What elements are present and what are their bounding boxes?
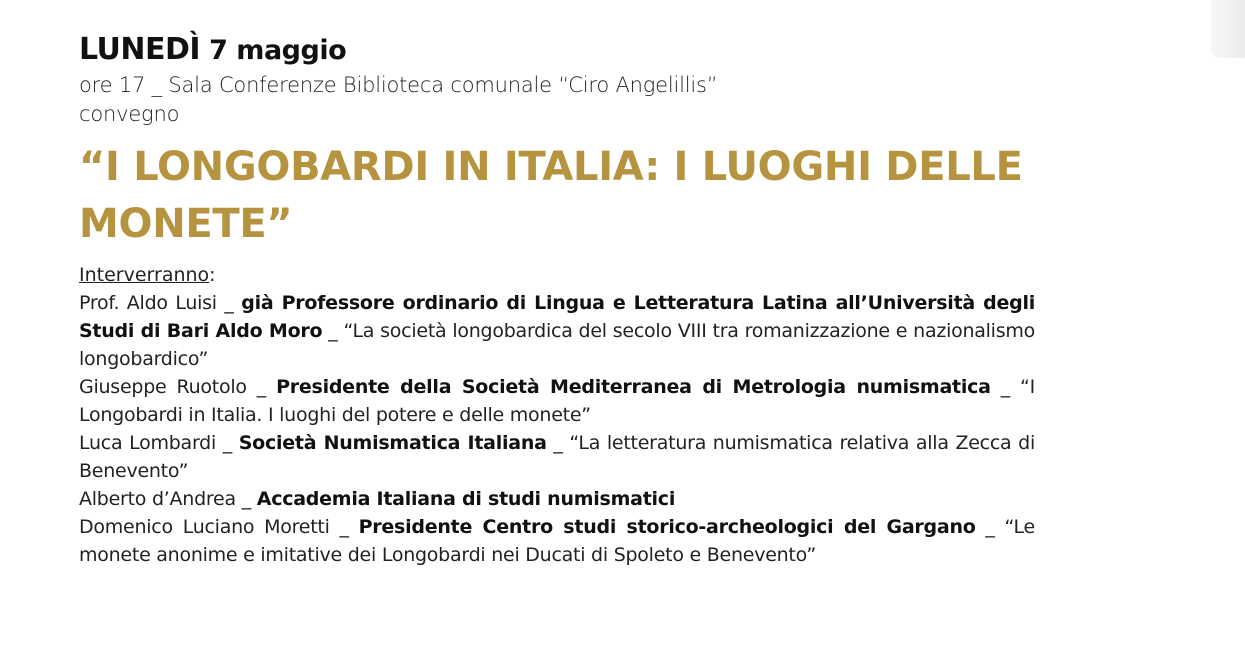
speaker-entry: Giuseppe Ruotolo _ Presidente della Società Mediterranea di Metrologia numismatica _ “I Longobardi in Italia. I luoghi del potere e delle monete” — [79, 376, 1035, 426]
event-date-text: 7 maggio — [209, 35, 347, 66]
speaker-name: Alberto d’Andrea — [79, 488, 236, 510]
event-title: “I LONGOBARDI IN ITALIA: I LUOGHI DELLE MONETE” — [79, 144, 1023, 247]
speaker-role: Accademia Italiana di studi numismatici — [256, 488, 676, 510]
speaker-role: Presidente Centro studi storico-archeologici del Gargano — [358, 516, 976, 538]
speaker-list — [79, 289, 1035, 569]
speaker-talk: “La letteratura numismatica relativa alla Zecca di Benevento” — [79, 432, 1036, 482]
speaker-entry: Luca Lombardi _ Società Numismatica Italiana _ “La letteratura numismatica relativa alla Zecca di Benevento” — [79, 432, 1036, 482]
speakers-heading-text: Interverranno — [79, 264, 210, 286]
speaker-talk: “La società longobardica del secolo VIII tra romanizzazione e nazionalismo longobardico” — [79, 320, 1035, 370]
speaker-name: Luca Lombardi — [79, 432, 217, 454]
speakers-heading-colon: : — [209, 264, 216, 286]
speaker-talk: “I Longobardi in Italia. I luoghi del potere e delle monete” — [79, 376, 1035, 426]
speaker-role: già Professore ordinario di Lingua e Letteratura Latina all’Università degli Studi di Bari Aldo Moro — [79, 292, 1035, 342]
speaker-entry: Alberto d’Andrea _ Accademia Italiana di studi numismatici — [79, 488, 676, 510]
speaker-entry: Domenico Luciano Moretti _ Presidente Centro studi storico-archeologici del Gargano _ “Le monete anonime e imitative dei Longobardi nei Ducati di Spoleto e Benevento” — [79, 516, 1035, 566]
speaker-role: Società Numismatica Italiana — [238, 432, 547, 454]
event-date — [79, 30, 1035, 71]
speaker-talk: “Le monete anonime e imitative dei Longobardi nei Ducati di Spoleto e Benevento” — [79, 516, 1035, 566]
event-kind: convegno — [79, 102, 180, 126]
event-day: LUNEDÌ — [79, 32, 201, 67]
corner-decoration — [1211, 0, 1245, 58]
event-block — [79, 30, 1035, 569]
speakers-heading — [79, 261, 1035, 289]
speaker-name: Domenico Luciano Moretti — [79, 516, 330, 538]
speaker-name: Prof. Aldo Luisi — [79, 292, 217, 314]
speaker-entry: Prof. Aldo Luisi _ già Professore ordinario di Lingua e Letteratura Latina all’Università degli Studi di Bari Aldo Moro _ “La società longobardica del secolo VIII tra romanizzazione e nazionalismo longobardico” — [79, 292, 1035, 370]
speaker-role: Presidente della Società Mediterranea di Metrologia numismatica — [276, 376, 991, 398]
speaker-name: Giuseppe Ruotolo — [79, 376, 247, 398]
event-venue: ore 17 _ Sala Conferenze Biblioteca comunale “Ciro Angelillis” — [79, 73, 718, 97]
